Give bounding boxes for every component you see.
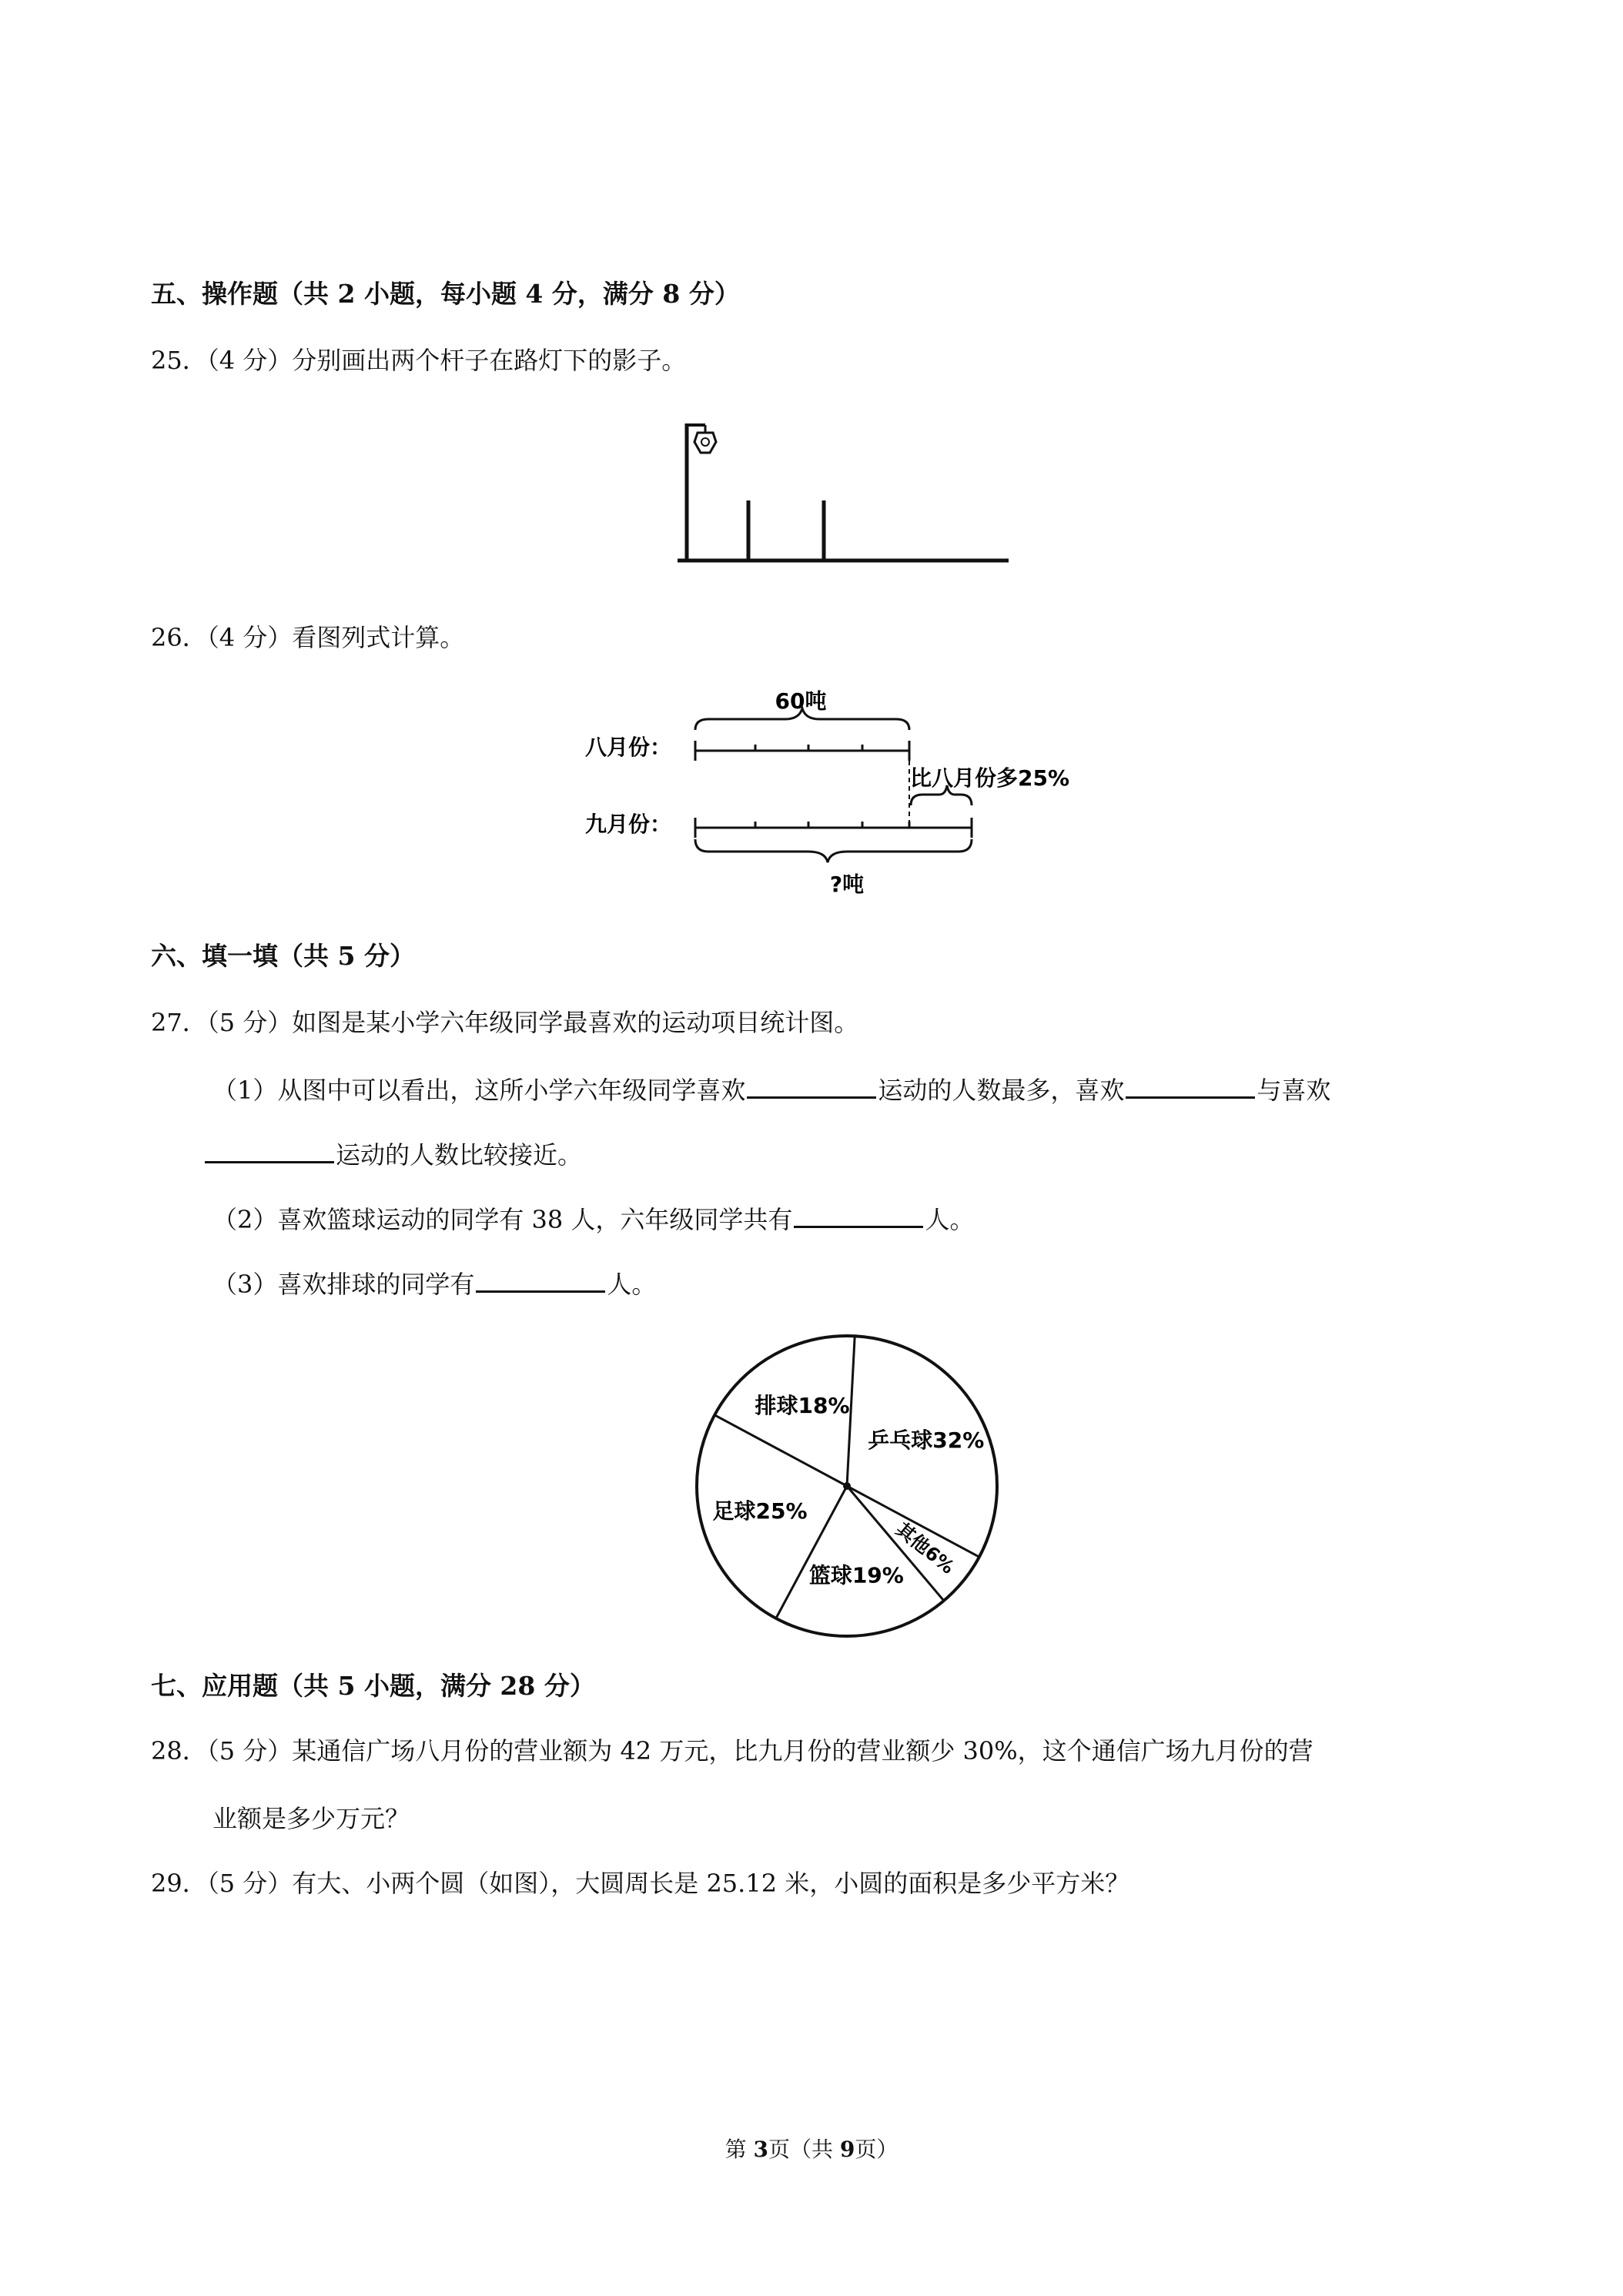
- pie-slice-label: 其他6%: [892, 1518, 959, 1578]
- q26-number: 26．: [151, 623, 207, 652]
- q27-part3: （3）喜欢排球的同学有 人。: [212, 1267, 656, 1301]
- q27-part1-line1: （1）从图中可以看出，这所小学六年级同学喜欢 运动的人数最多，喜欢 与喜欢: [212, 1073, 1330, 1107]
- footer-page-number: 3: [753, 2137, 768, 2162]
- diagram-bottom-label: ?吨: [829, 872, 865, 897]
- pie-slice-label: 足球25%: [712, 1498, 808, 1525]
- question-27: [151, 1006, 858, 1039]
- streetlamp-figure: [662, 416, 1016, 570]
- lamp-icon: [694, 433, 716, 453]
- q28-line1: （5 分）某通信广场八月份的营业额为 42 万元，比九月份的营业额少 30%，这个通信广场九月份的营: [206, 1736, 1313, 1766]
- diagram-row1-label: 八月份：: [585, 735, 672, 760]
- segment-diagram: [554, 678, 1109, 909]
- answer-blank-5[interactable]: [476, 1267, 605, 1293]
- question-29: [151, 1866, 1129, 1900]
- pie-slice-label: 排球18%: [755, 1393, 850, 1419]
- diagram-row2-label: 九月份：: [585, 812, 672, 837]
- answer-blank-4[interactable]: [794, 1203, 923, 1228]
- question-28: [151, 1734, 1313, 1768]
- question-25: [151, 343, 686, 377]
- pie-slice-label: 篮球19%: [808, 1562, 904, 1588]
- question-26: [151, 621, 464, 654]
- section5-heading: 五、操作题（共 2 小题，每小题 4 分，满分 8 分）: [151, 279, 740, 309]
- q29-number: 29．: [151, 1869, 207, 1898]
- section7-heading: 七、应用题（共 5 小题，满分 28 分）: [151, 1671, 595, 1701]
- pie-chart: [685, 1324, 1009, 1648]
- answer-blank-3[interactable]: [205, 1138, 334, 1163]
- answer-blank-2[interactable]: [1126, 1073, 1255, 1099]
- q27-number: 27．: [151, 1008, 207, 1037]
- diagram-top-label: 60吨: [775, 688, 827, 714]
- q27-part1-line2: 运动的人数比较接近。: [203, 1138, 582, 1172]
- page-footer: 第 3页（共 9页）: [724, 2137, 899, 2162]
- answer-blank-1[interactable]: [747, 1073, 876, 1099]
- diagram-extra-label: 比八月份多25%: [910, 765, 1070, 791]
- q28-number: 28．: [151, 1736, 207, 1766]
- q29-text: （5 分）有大、小两个圆（如图），大圆周长是 25.12 米，小圆的面积是多少平方米？: [206, 1869, 1130, 1898]
- q27-text: （5 分）如图是某小学六年级同学最喜欢的运动项目统计图。: [206, 1008, 859, 1037]
- footer-total-pages: 9: [839, 2137, 855, 2162]
- q28-line2: 业额是多少万元？: [212, 1804, 410, 1833]
- pie-center: [843, 1482, 851, 1490]
- q25-text: （4 分）分别画出两个杆子在路灯下的影子。: [206, 346, 687, 375]
- pie-slice-label: 乒乓球32%: [868, 1427, 985, 1454]
- q27-part2: （2）喜欢篮球运动的同学有 38 人，六年级同学共有 人。: [212, 1203, 974, 1237]
- pie-slice-boundary: [714, 1415, 847, 1486]
- section6-heading: 六、填一填（共 5 分）: [151, 941, 415, 971]
- q25-number: 25．: [151, 346, 207, 375]
- q26-text: （4 分）看图列式计算。: [206, 623, 465, 652]
